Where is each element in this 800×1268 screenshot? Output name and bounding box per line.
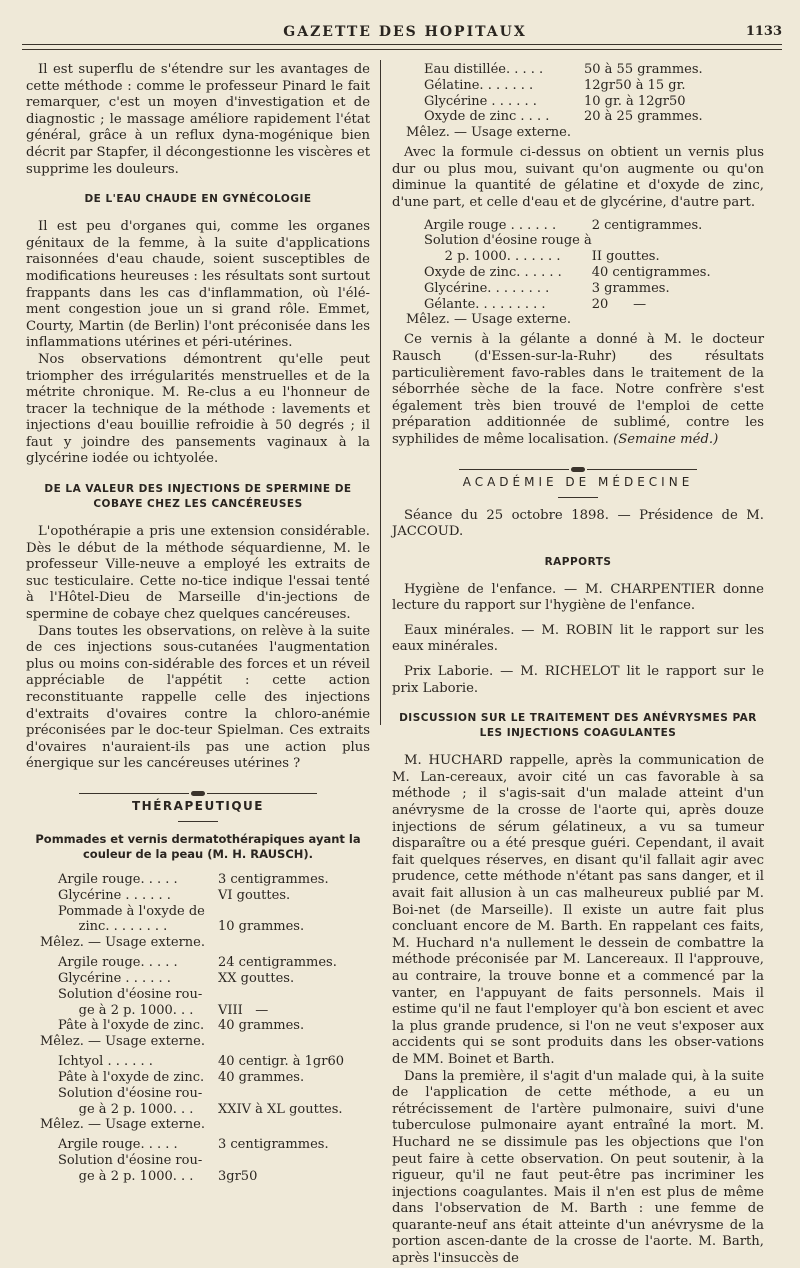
ingredient-name: Glycérine. . . . . . . . <box>424 280 550 296</box>
ingredient-dose: 40 centigrammes. <box>591 264 711 280</box>
prescription-row <box>58 1070 344 1086</box>
ingredient-name: Glycérine . . . . . . <box>424 93 537 109</box>
ingredient-dose: 40 grammes. <box>218 1069 305 1085</box>
column-divider <box>380 60 381 725</box>
prescription-table <box>424 218 711 313</box>
paragraph: L'opothérapie a pris une extension considérable. Dès le début de la méthode séquardienne, M. le professeur Ville-neuve a employé les extraits de suc testiculaire. Cette no-tice indique l'essai tenté à l'Hôtel-Dieu de Marseille d'in-jections de spermine de cobaye chez quelques cancéreuses. <box>26 524 370 623</box>
paragraph: Dans toutes les observations, on relève à la suite de ces injections sous-cutanées l'augmentation plus ou moins con-sidérable des forces et un réveil appréciable de l'appétit : cette action reconstituante rappelle celle des injections d'extraits d'ovaires contre la chloro-anémie préconisées par le doc-teur Spielman. Ces extraits d'ovaires n'auraient-ils pas une action plus énergique sur les cancéreuses utérines ? <box>26 623 370 772</box>
ingredient-name: ge à 2 p. 1000. . . <box>58 1168 194 1184</box>
ingredient-dose: XXIV à XL gouttes. <box>218 1101 343 1117</box>
prescription-row <box>58 987 337 1003</box>
ingredient-name: Argile rouge . . . . . . <box>424 217 557 233</box>
ingredient-name: Pâte à l'oxyde de zinc. <box>58 1069 205 1085</box>
section-title: THÉRAPEUTIQUE <box>132 798 264 813</box>
right-column <box>392 62 764 1268</box>
page-number: 1133 <box>745 24 782 39</box>
prescription-row <box>424 78 703 94</box>
ingredient-dose: 40 grammes. <box>218 1018 305 1034</box>
ingredient-name: ge à 2 p. 1000. . . <box>58 1101 194 1117</box>
prescription-note: Mêlez. — Usage externe. <box>406 125 571 141</box>
short-rule <box>178 821 218 822</box>
prescription-row <box>58 971 337 987</box>
section-heading: RAPPORTS <box>544 555 612 568</box>
prescription-row <box>58 888 329 904</box>
ingredient-dose <box>218 987 337 1003</box>
left-column <box>26 62 370 1185</box>
ingredient-dose: 3gr50 <box>218 1168 258 1184</box>
section-heading: DE LA VALEUR DES INJECTIONS DE SPERMINE DE COBAYE CHEZ LES CANCÉREUSES <box>44 483 352 511</box>
ingredient-dose: VI gouttes. <box>218 887 291 903</box>
prescription-row <box>424 94 703 110</box>
ingredient-dose: XX gouttes. <box>218 970 295 986</box>
report-item: Eaux minérales. — M. ROBIN lit le rapport sur les eaux minérales. <box>392 622 764 655</box>
section-title: ACADÉMIE DE MÉDECINE <box>462 474 694 489</box>
ingredient-dose: 40 centigr. à 1gr60 <box>218 1054 345 1070</box>
paragraph: M. HUCHARD rappelle, après la communication de M. Lan-cereaux, avoir cité un cas favorable à sa méthode ; il s'agis-sait d'un malade atteint d'un anévrysme de la crosse de l'aorte qui, après douze injections de sérum gélatineux, a vu sa tumeur disparaître ou a été presque guéri. Cependant, il avait fait quelques réserves, en disant qu'il fallait agir avec prudence, cette méthode n'étant pas sans danger, et il avait fait allusion à un cas malheureux publié par M. Boi-net (de Marseille). Il existe un autre fait plus concluant encore de M. Barth. En rappelant ces faits, M. Huchard n'a nullement le dessein de combattre la méthode préconisée par M. Lancereaux. Il l'approuve, au contraire, la trouve bonne et a commencé par la vanter, en l'appuyant de faits personnels. Mais il estime qu'il ne faut l'employer qu'à bon escient et avec la plus grande prudence, si l'on ne veut s'exposer aux accidents qui se sont produits dans les obser-vations de MM. Boinet et Barth. <box>392 753 764 1067</box>
ingredient-name: Solution d'éosine rou- <box>58 986 203 1002</box>
ingredient-name: Pâte à l'oxyde de zinc. <box>58 1018 205 1034</box>
ingredient-name: ge à 2 p. 1000. . . <box>58 1002 194 1018</box>
prescription-row <box>424 62 703 78</box>
ingredient-name: Gélatine. . . . . . . <box>424 77 534 93</box>
ingredient-name: Argile rouge. . . . . <box>58 871 178 887</box>
prescription-row <box>58 904 329 920</box>
report-item: Hygiène de l'enfance. — M. CHARPENTIER donne lecture du rapport sur l'hygiène de l'enfance. <box>392 581 764 614</box>
prescription-row <box>424 297 711 313</box>
ingredient-dose <box>218 904 329 920</box>
prescription-table <box>58 1054 344 1117</box>
subsection-author: (M. H. RAUSCH). <box>207 846 314 861</box>
ingredient-name: 2 p. 1000. . . . . . . <box>424 249 561 265</box>
ingredient-name: Oxyde de zinc. . . . . . <box>424 264 562 280</box>
paragraph: Nos observations démontrent qu'elle peut triompher des irrégularités menstruelles et de la métrite chronique. M. Re-clus a eu l'honneur de tracer la technique de la méthode : lavements et injections d'eau bouillie refroidie à 50 degrés ; il faut y joindre des pansements vaginaux à la glycérine iodée ou ichtyolée. <box>26 351 370 467</box>
ingredient-dose: 50 à 55 grammes. <box>584 62 703 77</box>
subsection-title-text: Pommades et vernis dermatothérapiques ayant la couleur de la peau <box>35 831 361 861</box>
ingredient-name: Oxyde de zinc . . . . <box>424 109 550 125</box>
prescription-row <box>424 265 711 281</box>
page-header <box>20 22 790 50</box>
ingredient-name: Solution d'éosine rou- <box>58 1085 203 1101</box>
ingredient-dose: 3 grammes. <box>591 280 670 296</box>
ingredient-dose: 20 à 25 grammes. <box>584 109 703 125</box>
paragraph: Il est peu d'organes qui, comme les organes génitaux de la femme, à la suite d'applications raisonnées d'eau chaude, soient susceptibles de modifications heureuses : les résultats sont surtout frappants dans les cas d'inflammation, où l'élé-ment congestion joue un si grand rôle. Emmet, Courty, Martin (de Berlin) l'ont préconisée dans les inflammations utérines et péri-utérines. <box>26 219 370 351</box>
subsection-title <box>26 832 370 862</box>
prescription-row <box>58 1137 329 1153</box>
journal-title: GAZETTE DES HOPITAUX <box>283 24 527 40</box>
source-citation: (Semaine méd.) <box>613 431 719 447</box>
header-rule-thin <box>22 49 782 50</box>
prescription-note: Mêlez. — Usage externe. <box>406 312 571 328</box>
ingredient-dose <box>592 233 711 249</box>
ornament-divider <box>392 459 764 469</box>
ingredient-dose: 12gr50 à 15 gr. <box>584 77 686 93</box>
short-rule <box>558 497 598 498</box>
prescription-table <box>424 62 703 125</box>
prescription-note: Mêlez. — Usage externe. <box>40 1117 205 1133</box>
prescription-row <box>58 1153 329 1169</box>
prescription-row <box>58 919 329 935</box>
prescription-row <box>424 233 711 249</box>
ingredient-name: Argile rouge. . . . . <box>58 955 178 971</box>
session-line: Séance du 25 octobre 1898. — Présidence de M. JACCOUD. <box>392 507 764 540</box>
ingredient-dose: 2 centigrammes. <box>591 217 703 233</box>
prescription-row <box>58 1102 344 1118</box>
header-rule <box>22 44 782 45</box>
paragraph-text: Ce vernis à la gélante a donné à M. le docteur Rausch (d'Essen-sur-la-Ruhr) des résultats particulièrement favo-rables dans le traitement de la séborrhée sèche de la face. Notre confrère s'est également très bien trouvé de l'emploi de cette préparation additionnée de sublimé, contre les syphilides de même localisation. <box>392 332 764 447</box>
ingredient-name: Gélante. . . . . . . . . <box>424 296 546 312</box>
ingredient-name: Eau distillée. . . . . <box>424 62 544 77</box>
ingredient-dose: 3 centigrammes. <box>218 871 329 887</box>
ingredient-dose: 20 — <box>591 296 647 312</box>
ingredient-dose: 10 grammes. <box>218 919 305 935</box>
ingredient-name: Argile rouge. . . . . <box>58 1137 178 1153</box>
prescription-table <box>58 872 329 935</box>
ingredient-name: Solution d'éosine rouge à <box>424 233 592 249</box>
prescription-row <box>58 1018 337 1034</box>
prescription-row <box>58 872 329 888</box>
ingredient-dose <box>218 1086 344 1102</box>
ingredient-dose: VIII — <box>218 1002 269 1018</box>
prescription-row <box>424 249 711 265</box>
prescription-row <box>424 281 711 297</box>
ingredient-name: Solution d'éosine rou- <box>58 1153 203 1169</box>
prescription-note: Mêlez. — Usage externe. <box>40 1034 205 1050</box>
ingredient-name: Pommade à l'oxyde de <box>58 903 205 919</box>
prescription-row <box>58 1003 337 1019</box>
section-heading: DISCUSSION SUR LE TRAITEMENT DES ANÉVRYSMES PAR LES INJECTIONS COAGULANTES <box>399 712 757 740</box>
section-heading: DE L'EAU CHAUDE EN GYNÉCOLOGIE <box>84 193 312 206</box>
prescription-row <box>424 109 703 125</box>
ingredient-dose: II gouttes. <box>591 249 660 265</box>
ingredient-dose: 24 centigrammes. <box>218 955 337 971</box>
prescription-table <box>58 955 337 1034</box>
prescription-table <box>58 1137 329 1184</box>
ingredient-dose: 3 centigrammes. <box>218 1137 329 1153</box>
prescription-row <box>58 1054 344 1070</box>
prescription-note: Mêlez. — Usage externe. <box>40 935 205 951</box>
ingredient-dose <box>218 1153 329 1169</box>
ingredient-name: Glycérine . . . . . . <box>58 970 171 986</box>
paragraph <box>392 332 764 448</box>
prescription-row <box>58 1169 329 1185</box>
ingredient-name: Glycérine . . . . . . <box>58 887 171 903</box>
prescription-row <box>58 1086 344 1102</box>
ingredient-name: zinc. . . . . . . . <box>58 919 168 935</box>
ingredient-dose: 10 gr. à 12gr50 <box>584 93 686 109</box>
ornament-divider <box>26 783 370 793</box>
ingredient-name: Ichtyol . . . . . . <box>58 1054 153 1070</box>
paragraph: Dans la première, il s'agit d'un malade qui, à la suite de l'application de cette méthode, a eu un rétrécissement de l'artère pulmonaire, suivi d'une tuberculose pulmonaire ayant entraîné la mort. M. Huchard ne se dissimule pas les objections que l'on peut faire à cette observation. On peut soutenir, à la rigueur, qu'il ne faut peut-être pas incriminer les injections coagulantes. Mais il n'en est plus de même dans l'observation de M. Barth : une femme de quarante-neuf ans était atteinte d'un anévrysme de la portion ascen-dante de la crosse de l'aorte. M. Barth, après l'insuccès de <box>392 1068 764 1267</box>
prescription-row <box>424 218 711 234</box>
paragraph: Il est superflu de s'étendre sur les avantages de cette méthode : comme le professeur Pinard le fait remarquer, c'est un moyen d'investigation et de diagnostic ; le massage améliore rapidement l'état général, grâce à un reflux dyna-mogénique bien décrit par Stapfer, il décongestionne les viscères et supprime les douleurs. <box>26 62 370 177</box>
prescription-row <box>58 955 337 971</box>
report-item: Prix Laborie. — M. RICHELOT lit le rapport sur le prix Laborie. <box>392 664 764 696</box>
paragraph: Avec la formule ci-dessus on obtient un vernis plus dur ou plus mou, suivant qu'on augmente ou qu'on diminue la quantité de gélatine et d'oxyde de zinc, d'une part, et celle d'eau et de glycérine, d'autre part. <box>392 145 764 210</box>
